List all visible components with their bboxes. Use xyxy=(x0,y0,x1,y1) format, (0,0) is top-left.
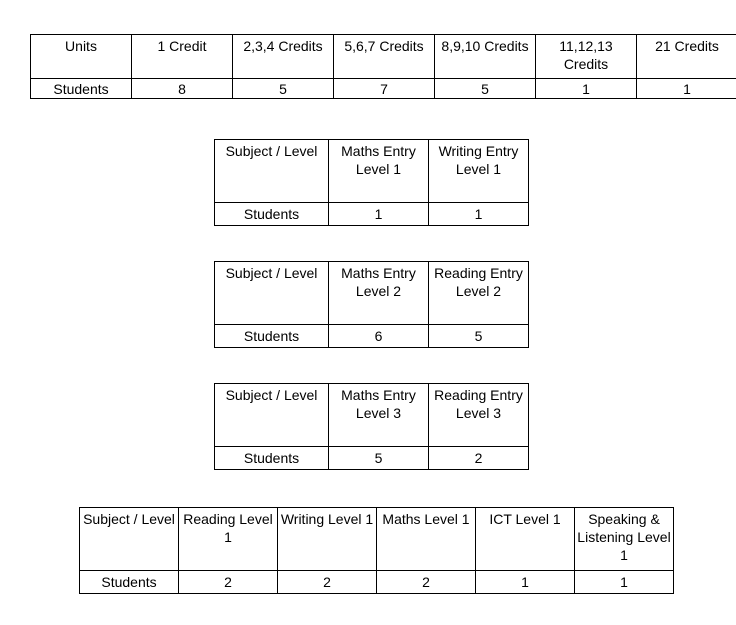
table-row xyxy=(215,325,529,348)
level-1-table xyxy=(79,507,674,594)
header-cell: Reading Entry Level 3 xyxy=(429,384,529,447)
row-label-cell: Students xyxy=(31,79,132,99)
header-cell: 1 Credit xyxy=(132,35,233,79)
table-row xyxy=(215,447,529,470)
header-cell: Maths Entry Level 2 xyxy=(329,262,429,325)
value-cell: 7 xyxy=(334,79,435,99)
units-credits-table xyxy=(30,34,736,99)
header-cell: 5,6,7 Credits xyxy=(334,35,435,79)
header-cell: 11,12,13 Credits xyxy=(536,35,637,79)
value-cell: 5 xyxy=(429,325,529,348)
header-cell: Reading Level 1 xyxy=(179,508,278,571)
value-cell: 1 xyxy=(637,79,736,99)
entry-level-1-table xyxy=(214,139,529,226)
header-cell: Writing Entry Level 1 xyxy=(429,140,529,203)
table-header-row xyxy=(80,508,674,571)
row-label-cell: Students xyxy=(215,447,329,470)
table-header-row xyxy=(215,384,529,447)
value-cell: 8 xyxy=(132,79,233,99)
table-row xyxy=(215,203,529,226)
value-cell: 1 xyxy=(476,571,575,594)
value-cell: 2 xyxy=(429,447,529,470)
row-label-cell: Students xyxy=(215,325,329,348)
header-cell: Writing Level 1 xyxy=(278,508,377,571)
header-cell: Subject / Level xyxy=(80,508,179,571)
header-cell: Maths Entry Level 3 xyxy=(329,384,429,447)
row-label-cell: Students xyxy=(80,571,179,594)
table-header-row xyxy=(31,35,736,79)
header-cell: Speaking & Listening Level 1 xyxy=(575,508,674,571)
entry-level-2-table xyxy=(214,261,529,348)
value-cell: 5 xyxy=(435,79,536,99)
header-cell: 2,3,4 Credits xyxy=(233,35,334,79)
value-cell: 2 xyxy=(179,571,278,594)
table-row xyxy=(31,79,736,99)
table-row xyxy=(80,571,674,594)
header-cell: Subject / Level xyxy=(215,140,329,203)
header-cell: 21 Credits xyxy=(637,35,736,79)
value-cell: 6 xyxy=(329,325,429,348)
header-cell: 8,9,10 Credits xyxy=(435,35,536,79)
header-cell: ICT Level 1 xyxy=(476,508,575,571)
value-cell: 1 xyxy=(329,203,429,226)
value-cell: 1 xyxy=(575,571,674,594)
table-header-row xyxy=(215,262,529,325)
header-cell: Units xyxy=(31,35,132,79)
header-cell: Subject / Level xyxy=(215,262,329,325)
header-cell: Maths Level 1 xyxy=(377,508,476,571)
row-label-cell: Students xyxy=(215,203,329,226)
value-cell: 1 xyxy=(536,79,637,99)
table-header-row xyxy=(215,140,529,203)
header-cell: Reading Entry Level 2 xyxy=(429,262,529,325)
header-cell: Maths Entry Level 1 xyxy=(329,140,429,203)
header-cell: Subject / Level xyxy=(215,384,329,447)
value-cell: 2 xyxy=(377,571,476,594)
entry-level-3-table xyxy=(214,383,529,470)
value-cell: 5 xyxy=(329,447,429,470)
value-cell: 5 xyxy=(233,79,334,99)
value-cell: 2 xyxy=(278,571,377,594)
value-cell: 1 xyxy=(429,203,529,226)
